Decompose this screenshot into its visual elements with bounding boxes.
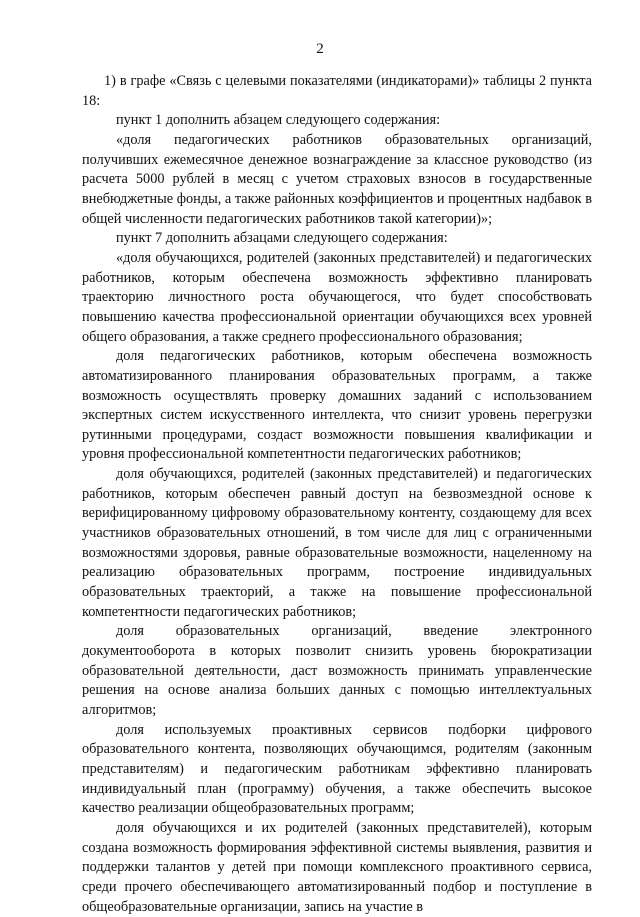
paragraph-point-7: пункт 7 дополнить абзацами следующего содержания: (116, 230, 448, 247)
paragraph-equal-access: доля обучающихся, родителей (законных представителей) и педагогических работников, которым обеспечен равный доступ на безвозмездной основе к верифицированному цифровому образовательному контенту, создающему для всех участников образовательных отношений, в том числе для лиц с ограниченными возможностями здоровья, равные образовательные возможности, нацеленному на реализацию образовательных программ, построение индивидуальных образовательных траекторий, а также на повышение профессиональной компетентности педагогических работников; (82, 466, 592, 620)
paragraph-proactive-services: доля используемых проактивных сервисов подборки цифрового образовательного контента, позволяющих обучающимся, родителям (законным представителям) и педагогическим работникам эффективно планировать индивидуальный план (программу) обучения, а также обеспечить высокое качество реализации общеобразовательных программ; (82, 721, 592, 817)
paragraph-point-1: пункт 1 дополнить абзацем следующего содержания: (116, 112, 441, 129)
paragraph-teachers-reward: «доля педагогических работников образовательных организаций, получивших ежемесячное денежное вознаграждение за классное руководство (из расчета 5000 рублей в месяц с учетом страховых взносов в государственные внебюджетные фонды, а также районных коэффициентов и процентных надбавок в общей численности педагогических работников такой категории)»; (82, 131, 592, 227)
page-number: 2 (316, 41, 324, 57)
paragraph-document-flow: доля образовательных организаций, введение электронного документооборота в которых позволит снизить уровень бюрократизации образовательной деятельности, даст возможность принимать управленческие решения на основе анализа больших данных с помощью интеллектуальных алгоритмов; (82, 623, 592, 718)
paragraph-automated-planning: доля педагогических работников, которым обеспечена возможность автоматизированного планирования образовательных программ, а также возможность осуществлять проверку домашних заданий с использованием экспертных систем искусственного интеллекта, что снизит уровень перегрузки рутинными процедурами, создаст возможности повышения квалификации и уровня профессиональной компетентности педагогических работников; (82, 348, 592, 463)
paragraph-talent-support: доля обучающихся и их родителей (законных представителей), которым создана возможность формирования эффективной системы выявления, развития и поддержки талантов у детей при помощи комплексного проактивного сервиса, среди прочего обеспечивающего автоматизированный подбор и поступление в общеобразовательные организации, запись на участие в (82, 819, 592, 915)
paragraph-item-1: 1) в графе «Связь с целевыми показателями (индикаторами)» таблицы 2 пункта 18: (82, 73, 592, 109)
document-body (82, 72, 592, 917)
paragraph-personal-growth: «доля обучающихся, родителей (законных представителей) и педагогических работников, которым обеспечена возможность эффективно планировать траекторию личностного роста обучающегося, что будет способствовать повышению качества профессиональной ориентации обучающихся всех уровней общего образования, а также среднего профессионального образования; (82, 249, 592, 345)
